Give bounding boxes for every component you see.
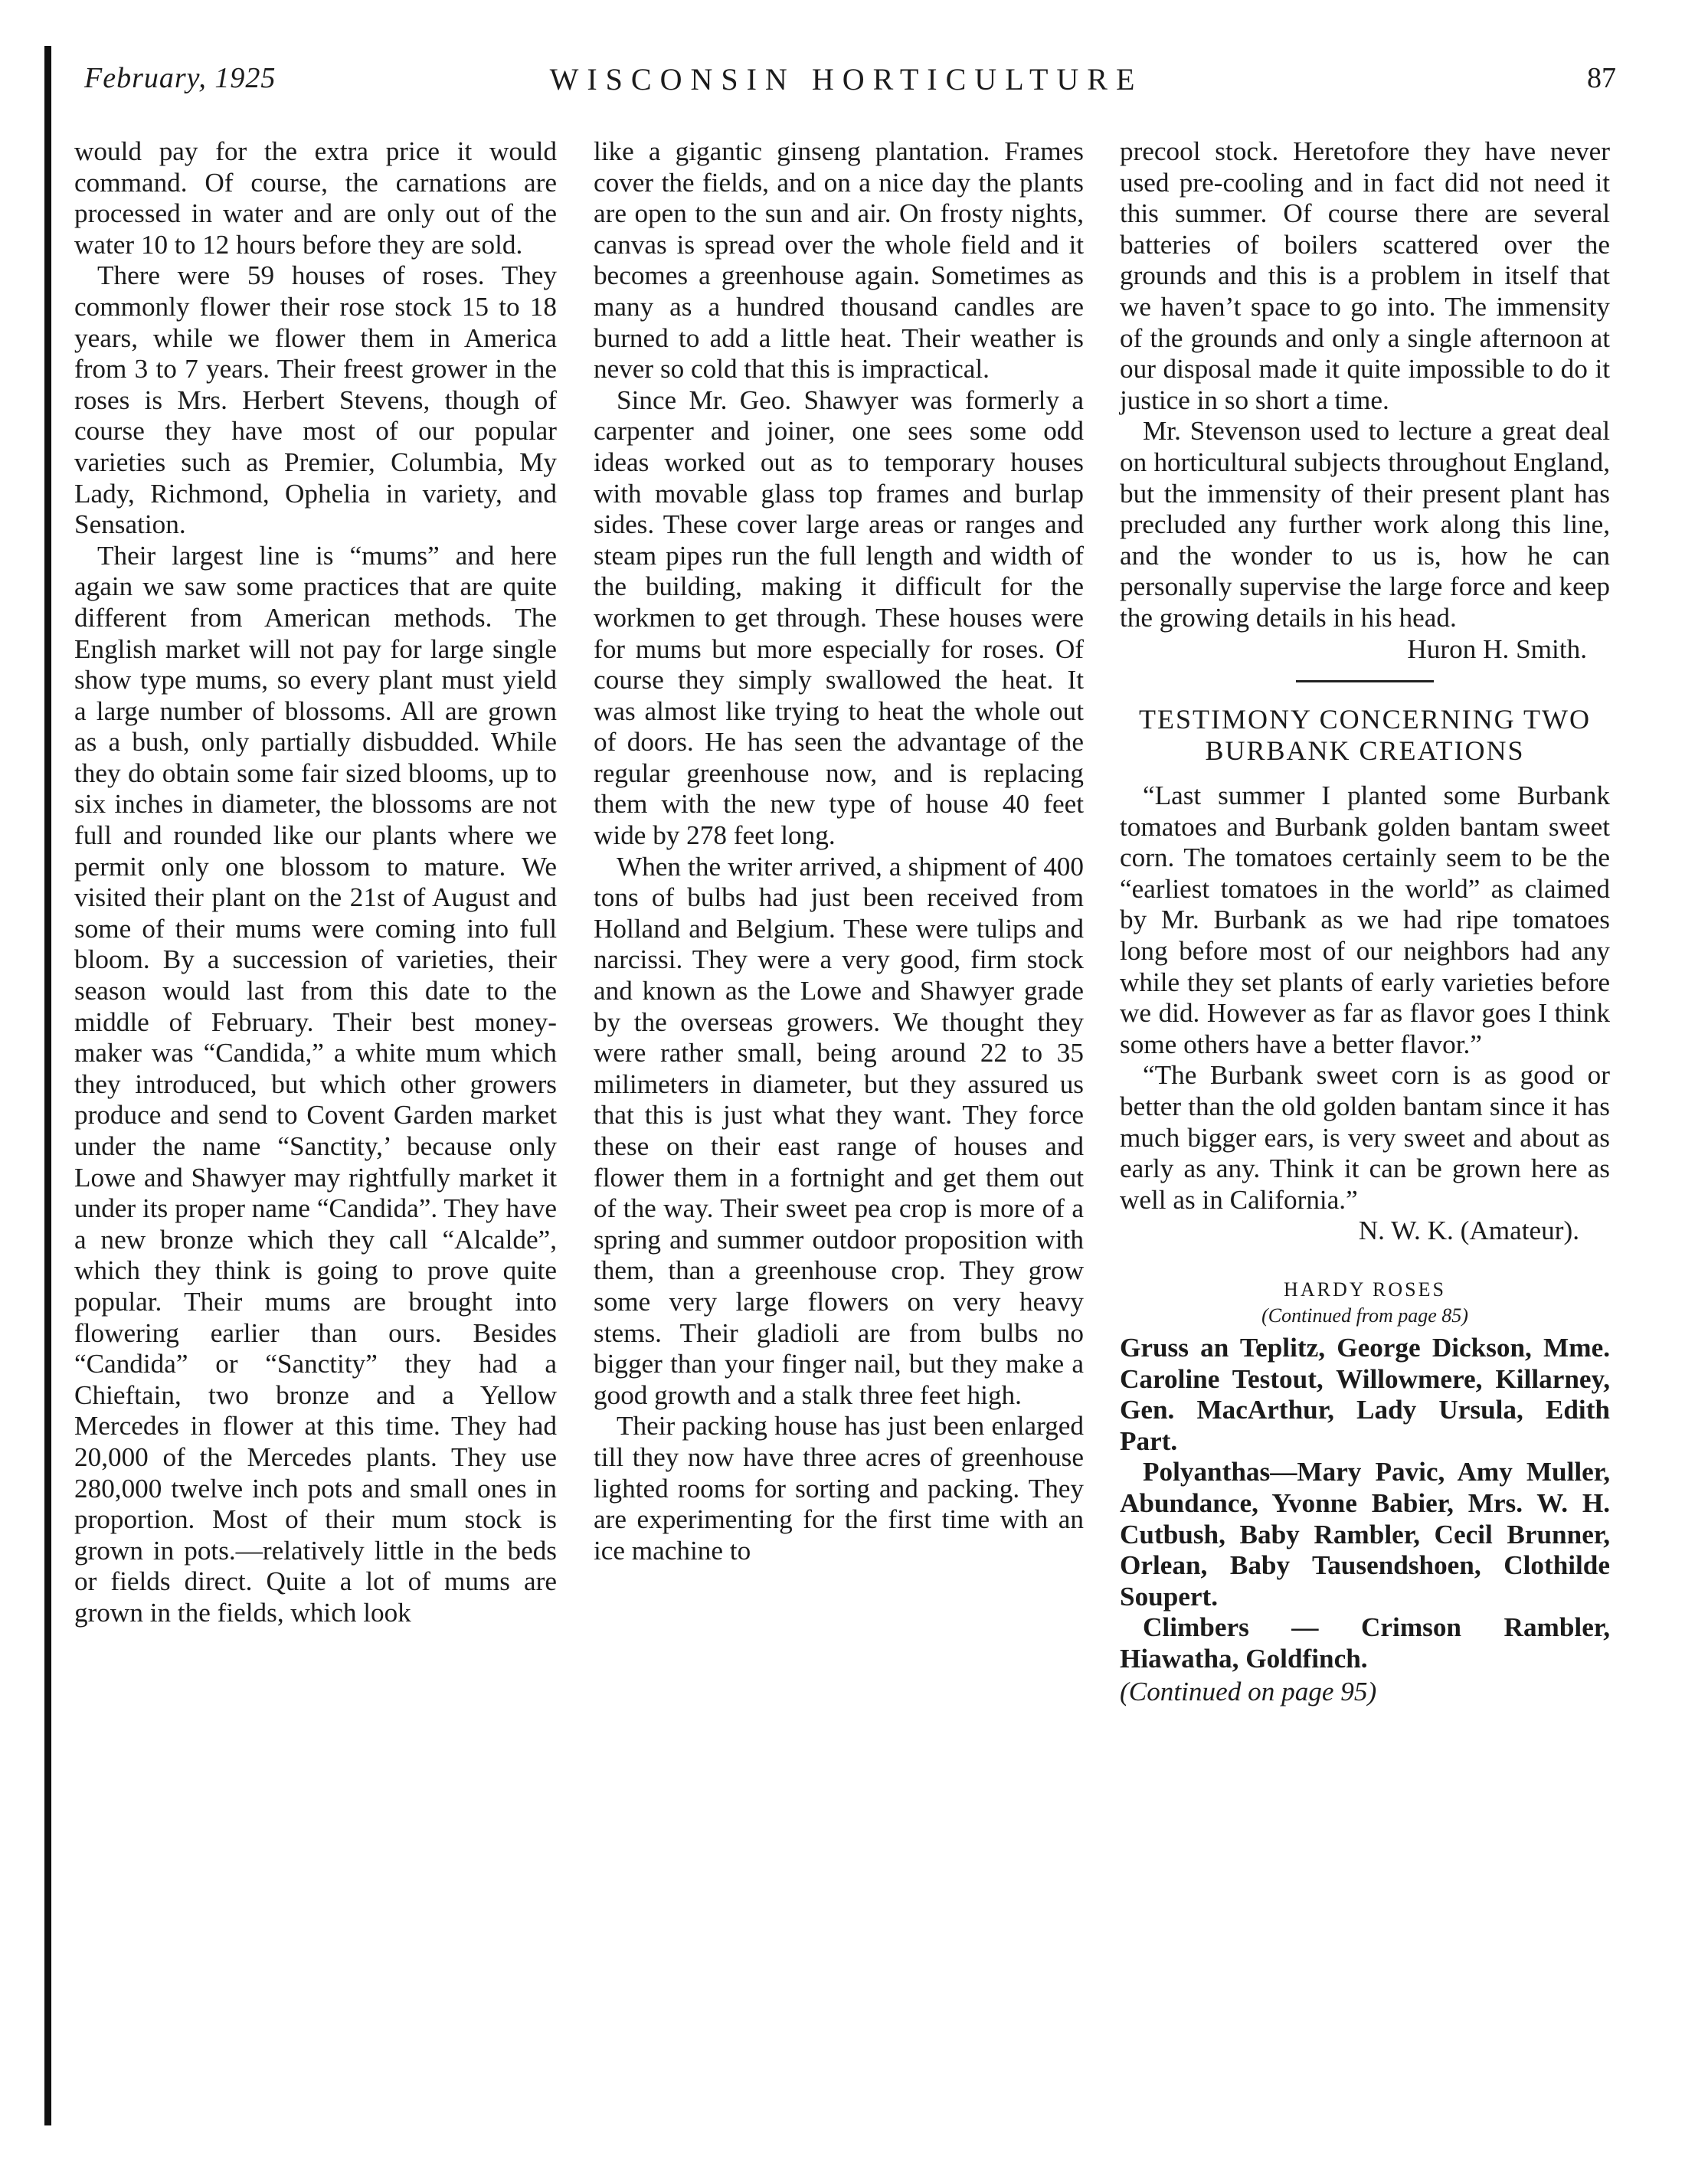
paragraph: Gruss an Teplitz, George Dickson, Mme. Caroline Testout, Willowmere, Killarney, Gen. MacArthur, Lady Ursula, Edith Part. [1120, 1333, 1610, 1456]
column-3 [1120, 136, 1610, 1707]
paragraph: Their packing house has just been enlarged till they now have three acres of greenhouse lighted rooms for sorting and packing. They are experimenting for the first time with an ice machine to [594, 1411, 1084, 1566]
paragraph: Since Mr. Geo. Shawyer was formerly a carpenter and joiner, one sees some odd ideas worked out as to temporary houses with movable glass top frames and burlap sides. These cover large areas or ranges and steam pipes run the full length and width of the building, making it difficult for the workmen to get through. These houses were for mums but more especially for roses. Of course they simply swallowed the heat. It was almost like trying to heat the whole out of doors. He has seen the advantage of the regular greenhouse now, and is replacing them with the new type of house 40 feet wide by 278 feet long. [594, 384, 1084, 851]
author-signature: Huron H. Smith. [1407, 633, 1587, 664]
article-headline: TESTIMONY CONCERNING TWO BURBANK CREATIONS [1139, 704, 1591, 767]
paragraph: Mr. Stevenson used to lecture a great deal on horticultural subjects throughout England, but the immensity of their present plant has precluded any further work along this line, and the wonder to us is, how he can personally supervise the large force and keep the growing details in his head. [1120, 416, 1610, 633]
publication-title: WISCONSIN HORTICULTURE [549, 62, 1144, 97]
author-signature: N. W. K. (Amateur). [1358, 1216, 1579, 1246]
running-head [77, 61, 1616, 115]
column-1 [74, 136, 557, 1629]
column-2 [594, 136, 1084, 1566]
paragraph: Climbers — Crimson Rambler, Hiawatha, Goldfinch. [1120, 1612, 1610, 1674]
paragraph: There were 59 houses of roses. They commonly flower their rose stock 15 to 18 years, while we flower them in America from 3 to 7 years. Their freest grower in the roses is Mrs. Herbert Stevens, though of course they have most of our popular varieties such as Premier, Columbia, My Lady, Richmond, Ophelia in variety, and Sensation. [74, 260, 557, 540]
paragraph: like a gigantic ginseng plantation. Frames cover the fields, and on a nice day the plants are open to the sun and air. On frosty nights, canvas is spread over the whole field and it becomes a greenhouse again. Sometimes as many as a hundred thousand candles are burned to add a little heat. Their weather is never so cold that this is impractical. [594, 136, 1084, 384]
paragraph: When the writer arrived, a shipment of 400 tons of bulbs had just been received from Holland and Belgium. These were tulips and narcissi. They were a very good, firm stock and known as the Lowe and Shawyer grade by the overseas growers. We thought they were rather small, being around 22 to 35 milimeters in diameter, but they assured us that this is just what they want. They force these on their east range of houses and flower them in a fortnight and get them out of the way. Their sweet pea crop is more of a spring and summer outdoor proposition with them, than a greenhouse crop. They grow some very large flowers on very heavy stems. Their gladioli are from bulbs no bigger than your finger nail, but they make a good growth and a stalk three feet high. [594, 851, 1084, 1410]
header-date: February, 1925 [84, 62, 276, 94]
paragraph: Polyanthas—Mary Pavic, Amy Muller, Abundance, Yvonne Babier, Mrs. W. H. Cutbush, Baby Rambler, Cecil Brunner, Orlean, Baby Tausendshoen, Clothilde Soupert. [1120, 1457, 1610, 1612]
continued-on-note: (Continued on page 95) [1120, 1676, 1377, 1707]
section-divider [1296, 680, 1434, 682]
article-headline: HARDY ROSES [1284, 1278, 1446, 1301]
paragraph: would pay for the extra price it would command. Of course, the carnations are processed in water and are only out of the water 10 to 12 hours before they are sold. [74, 136, 557, 260]
continued-from-note: (Continued from page 85) [1261, 1304, 1468, 1327]
page-number: 87 [1587, 62, 1616, 94]
binding-edge-rule [44, 46, 51, 2125]
paragraph: “The Burbank sweet corn is as good or better than the old golden bantam since it has much bigger ears, is very sweet and about as early as any. Think it can be grown here as well as in California.” [1120, 1060, 1610, 1215]
paragraph: “Last summer I planted some Burbank tomatoes and Burbank golden bantam sweet corn. The tomatoes certainly seem to be the “earliest tomatoes in the world” as claimed by Mr. Burbank as we had ripe tomatoes long before most of our neighbors had any while they set plants of early varieties before we did. However as far as flavor goes I think some others have a better flavor.” [1120, 780, 1610, 1059]
paragraph: Their largest line is “mums” and here again we saw some practices that are quite different from American methods. The English market will not pay for large single show type mums, so every plant must yield a large number of blossoms. All are grown as a bush, only partially disbudded. While they do obtain some fair sized blooms, up to six inches in diameter, the blossoms are not full and rounded like our plants where we permit only one blossom to mature. We visited their plant on the 21st of August and some of their mums were coming into full bloom. By a succession of varieties, their season would last from this date to the middle of February. Their best money-maker was “Candida,” a white mum which they introduced, but which other growers produce and send to Covent Garden market under the name “Sanctity,’ because only Lowe and Shawyer may rightfully market it under its proper name “Candida”. They have a new bronze which they call “Alcalde”, which they think is going to prove quite popular. Their mums are brought into flowering earlier than ours. Besides “Candida” or “Sanctity” they had a Chieftain, two bronze and a Yellow Mercedes in flower at this time. They had 20,000 of the Mercedes plants. They use 280,000 twelve inch pots and small ones in proportion. Most of their mum stock is grown in pots.—relatively little in the beds or fields direct. Quite a lot of mums are grown in the fields, which look [74, 540, 557, 1628]
paragraph: precool stock. Heretofore they have never used pre-cooling and in fact did not need it this summer. Of course there are several batteries of boilers scattered over the grounds and this is a problem in itself that we haven’t space to go into. The immensity of the grounds and only a single afternoon at our disposal made it quite impossible to do it justice in so short a time. [1120, 136, 1610, 415]
